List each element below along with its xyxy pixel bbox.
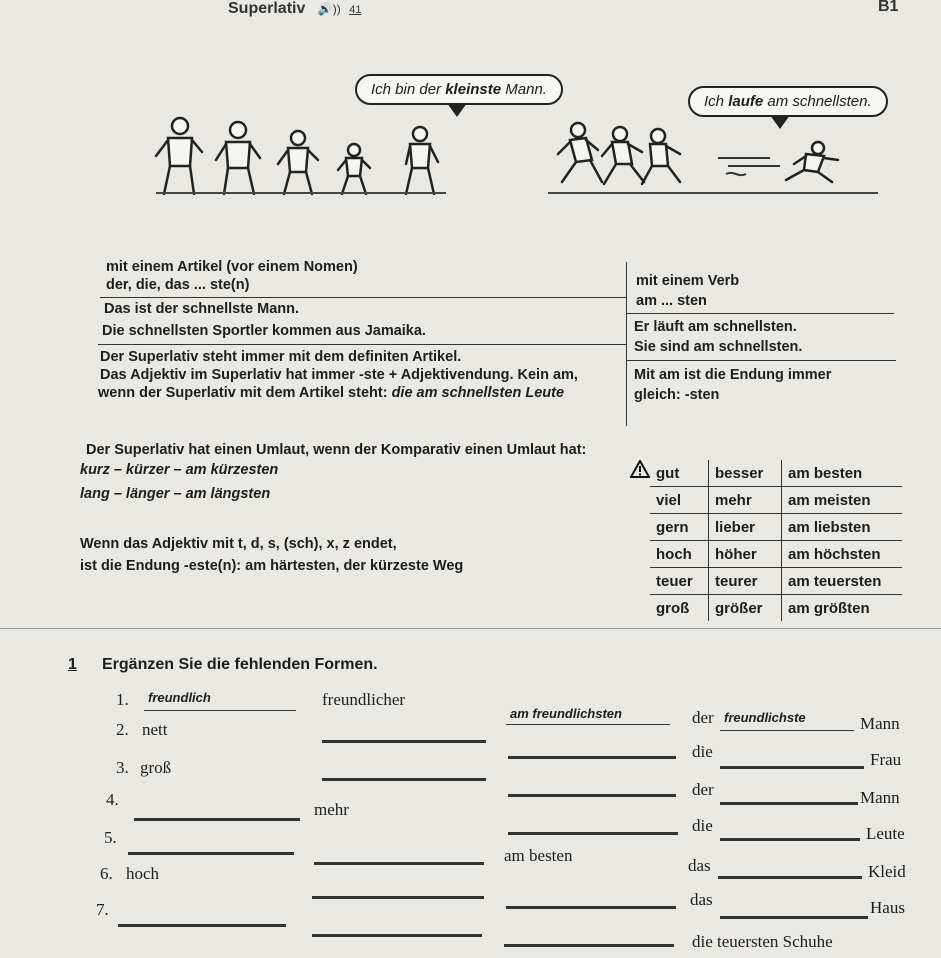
row-1-article-form-line	[720, 730, 854, 731]
level-badge: B1	[878, 0, 899, 15]
table-cell-comparative: höher	[709, 541, 782, 568]
row-7-number: 7.	[96, 900, 109, 919]
table-row	[650, 595, 902, 622]
title-text: Superlativ	[228, 0, 306, 17]
row-3-noun: Mann	[860, 788, 900, 807]
row-4-positive-input[interactable]	[134, 818, 300, 821]
table-cell-positive: viel	[650, 487, 709, 514]
row-1-positive-line	[144, 710, 296, 711]
row-1-article: der	[692, 708, 714, 727]
grammar-right-rule-2: gleich: -sten	[634, 387, 720, 403]
table-cell-superlative: am meisten	[782, 487, 903, 514]
umlaut-note-line-4: Wenn das Adjektiv mit t, d, s, (sch), x, z endet,	[80, 536, 397, 552]
row-7-superlative-input[interactable]	[504, 944, 674, 947]
row-1-noun: Mann	[860, 714, 900, 733]
umlaut-note-line-2: kurz – kürzer – am kürzesten	[80, 462, 279, 478]
grammar-left-rule-3-prefix: wenn der Superlativ mit dem Artikel steht:	[98, 385, 392, 401]
grammar-rule-1	[100, 297, 626, 298]
man-figure-2	[216, 122, 260, 194]
bubble-left-word: kleinste	[445, 81, 502, 98]
man-figure-4	[338, 144, 370, 194]
row-4-noun: Leute	[866, 824, 905, 843]
grammar-rule-4	[626, 360, 896, 361]
row-5-comparative-input[interactable]	[314, 862, 484, 865]
grammar-left-rule-2: Das Adjektiv im Superlativ hat immer -ste + Adjektivendung. Kein am,	[100, 367, 578, 383]
row-6-superlative-input[interactable]	[506, 906, 676, 909]
audio-track-number: 41	[349, 4, 362, 16]
row-2-positive: nett	[142, 720, 168, 739]
speech-bubble-right	[688, 86, 888, 117]
grammar-rule-2	[98, 344, 626, 345]
grammar-left-example-2: Die schnellsten Sportler kommen aus Jamaika.	[102, 323, 426, 339]
grammar-left-example-1: Das ist der schnellste Mann.	[104, 301, 300, 317]
row-3-number: 3.	[116, 758, 129, 777]
speed-lines	[718, 158, 780, 175]
table-cell-positive: groß	[656, 599, 690, 617]
table-cell-positive: teuer	[650, 568, 709, 595]
row-3-article-form-input[interactable]	[720, 802, 858, 805]
table-cell-superlative: am liebsten	[782, 514, 903, 541]
table-cell-superlative: am größten	[788, 599, 870, 617]
row-6-positive: hoch	[126, 864, 160, 883]
fast-runner	[786, 142, 838, 182]
row-6-noun: Haus	[870, 898, 905, 917]
row-4-comparative: mehr	[314, 800, 349, 819]
page-title	[228, 0, 361, 18]
row-5-article: das	[688, 856, 711, 875]
row-6-article: das	[690, 890, 713, 909]
row-5-article-form-input[interactable]	[718, 876, 862, 879]
illustration-standing-men	[150, 108, 450, 204]
grammar-rule-3	[626, 313, 894, 314]
row-4-article-form-input[interactable]	[720, 838, 860, 841]
section-divider	[0, 628, 941, 629]
man-figure-1	[156, 118, 202, 194]
speech-bubble-left	[355, 74, 563, 105]
grammar-left-rule-1: Der Superlativ steht immer mit dem definiten Artikel.	[100, 349, 462, 365]
table-row	[650, 514, 902, 541]
table-cell-comparative: lieber	[709, 514, 782, 541]
warning-triangle-icon	[630, 460, 650, 478]
exercise-instruction: Ergänzen Sie die fehlenden Formen.	[102, 656, 378, 673]
row-1-article-form: freundlichste	[724, 710, 806, 725]
row-4-number: 4.	[106, 790, 119, 809]
table-row	[650, 487, 902, 514]
illustration-running-men	[548, 120, 878, 200]
table-cell-superlative: am teuersten	[782, 568, 903, 595]
row-4-article: die	[692, 816, 713, 835]
grammar-right-title: mit einem Verb	[636, 273, 740, 289]
exercise-heading	[68, 656, 378, 674]
row-7-comparative-input[interactable]	[312, 934, 482, 937]
row-2-article: die	[692, 742, 713, 761]
umlaut-note-line-1: Der Superlativ hat einen Umlaut, wenn der Komparativ einen Umlaut hat:	[86, 442, 587, 458]
row-6-comparative-input[interactable]	[312, 896, 484, 899]
row-3-article: der	[692, 780, 714, 799]
umlaut-note-line-5: ist die Endung -este(n): am härtesten, der kürzeste Weg	[80, 558, 464, 574]
row-1-positive: freundlich	[148, 690, 211, 705]
row-5-noun: Kleid	[868, 862, 906, 881]
row-4-superlative-input[interactable]	[508, 832, 678, 835]
row-1-number: 1.	[116, 690, 129, 709]
row-2-article-form-input[interactable]	[720, 766, 864, 769]
row-1-comparative: freundlicher	[322, 690, 406, 709]
table-cell-comparative: besser	[709, 460, 782, 487]
bubble-left-prefix: Ich bin der	[371, 81, 446, 98]
row-6-number: 6.	[100, 864, 113, 883]
row-2-superlative-input[interactable]	[508, 756, 676, 759]
row-7-positive-input[interactable]	[118, 924, 286, 927]
table-cell-positive: gern	[650, 514, 709, 541]
grammar-left-rule-3	[98, 384, 564, 402]
table-cell-superlative: am besten	[782, 460, 903, 487]
row-2-number: 2.	[116, 720, 129, 739]
table-row	[650, 541, 902, 568]
table-cell-comparative: teurer	[709, 568, 782, 595]
row-6-article-form-input[interactable]	[720, 916, 868, 919]
bubble-right-prefix: Ich	[704, 93, 729, 110]
comparison-table	[650, 460, 902, 621]
grammar-right-example-1: Er läuft am schnellsten.	[634, 319, 797, 335]
table-cell-comparative: größer	[709, 595, 782, 622]
table-row	[650, 568, 902, 595]
table-cell-comparative: mehr	[709, 487, 782, 514]
bubble-right-suffix: am schnellsten.	[763, 93, 872, 110]
row-3-superlative-input[interactable]	[508, 794, 676, 797]
grammar-left-title: mit einem Artikel (vor einem Nomen)	[106, 259, 358, 275]
row-2-noun: Frau	[870, 750, 902, 769]
row-3-positive: groß	[140, 758, 172, 777]
speaker-icon[interactable]: 🔊))	[317, 2, 341, 16]
row-5-superlative-am: am besten	[504, 846, 573, 865]
row-7-noun: die teuersten Schuhe	[692, 932, 833, 951]
row-1-superlative-am: am freundlichsten	[510, 706, 622, 721]
table-row	[650, 460, 902, 487]
grammar-divider	[626, 262, 627, 426]
man-figure-3	[278, 131, 318, 194]
row-3-comparative-input[interactable]	[322, 778, 486, 781]
table-cell-superlative: am höchsten	[782, 541, 903, 568]
umlaut-note-line-3: lang – länger – am längsten	[80, 486, 271, 502]
row-1-superlative-line	[506, 724, 670, 725]
grammar-right-rule-1: Mit am ist die Endung immer	[634, 367, 832, 383]
bubble-right-word: laufe	[728, 93, 764, 110]
table-cell-positive: gut	[650, 460, 709, 487]
row-2-comparative-input[interactable]	[322, 740, 486, 743]
grammar-crossed-example: die am schnellsten Leute	[391, 385, 565, 401]
man-figure-5	[406, 127, 438, 194]
row-5-positive-input[interactable]	[128, 852, 294, 855]
grammar-right-example-2: Sie sind am schnellsten.	[634, 339, 803, 355]
grammar-right-form: am ... sten	[636, 293, 707, 309]
bubble-left-suffix: Mann.	[501, 81, 547, 98]
table-cell-positive: hoch	[650, 541, 709, 568]
exercise-number: 1	[68, 656, 77, 673]
row-5-number: 5.	[104, 828, 117, 847]
runner-group	[558, 123, 680, 184]
grammar-left-form: der, die, das ... ste(n)	[106, 277, 250, 293]
